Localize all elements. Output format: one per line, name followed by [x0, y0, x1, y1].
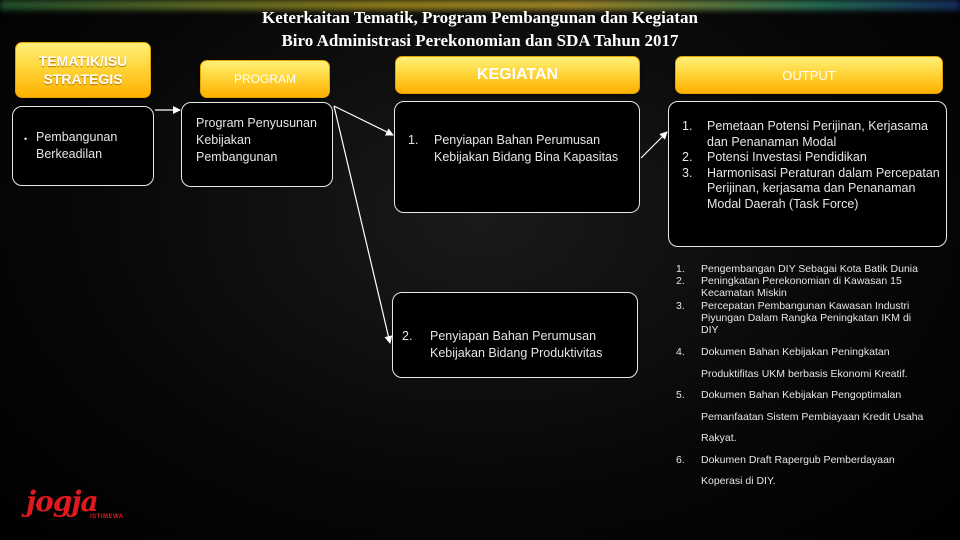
output2-3-text: Percepatan Pembangunan Kawasan Industri Piyungan Dalam Rangka Peningkatan IKM di DIY: [701, 299, 912, 337]
output1-1-text: Pemetaan Potensi Perijinan, Kerjasama dan Penanaman Modal: [707, 119, 928, 149]
header-kegiatan-label: KEGIATAN: [476, 66, 559, 83]
output2-4-number: 4.: [676, 346, 685, 359]
list-item: [680, 119, 940, 150]
jogja-logo: [24, 487, 144, 523]
output1-1-number: 1.: [682, 119, 693, 133]
list-item: [676, 263, 926, 275]
output2-5-text: Dokumen Bahan Kebijakan Pengoptimalan Pemanfaatan Sistem Pembiayaan Kredit Usaha Rakyat.: [701, 389, 924, 445]
arrow-program-to-kegiatan-2: [334, 106, 390, 343]
output1-3-text: Harmonisasi Peraturan dalam Percepatan Perijinan, kerjasama dan Penanaman Modal Daerah (Task Force): [707, 165, 940, 211]
output1-2-text: Potensi Investasi Pendidikan: [707, 150, 867, 164]
output2-3-number: 3.: [676, 299, 685, 312]
logo-wordmark: jogja: [26, 485, 98, 518]
kegiatan-item-2: [402, 328, 636, 362]
list-item: [676, 300, 926, 337]
list-item: [680, 150, 940, 166]
output1-2-number: 2.: [682, 150, 693, 164]
tematik-item-label: Pembangunan Berkeadilan: [36, 130, 118, 161]
output2-6-text: Dokumen Draft Rapergub Pemberdayaan Koperasi di DIY.: [701, 453, 895, 488]
title-line-2: Biro Administrasi Perekonomian dan SDA Tahun 2017: [281, 31, 679, 50]
title-line-1: Keterkaitan Tematik, Program Pembangunan dan Kegiatan: [261, 8, 699, 27]
program-text: Program Penyusunan Kebijakan Pembangunan: [196, 116, 317, 164]
list-item: [676, 450, 926, 493]
output2-6-number: 6.: [676, 453, 685, 466]
header-tematik-label: TEMATIK/ISU STRATEGIS: [38, 53, 128, 87]
arrow-program-to-kegiatan-1: [334, 106, 393, 135]
output2-4-text: Dokumen Bahan Kebijakan Peningkatan Produktifitas UKM berbasis Ekonomi Kreatif.: [701, 346, 908, 380]
kegiatan-2-text: Penyiapan Bahan Perumusan Kebijakan Bidang Produktivitas: [430, 329, 603, 360]
output2-2-text: Peningkatan Perekonomian di Kawasan 15 Kecamatan Miskin: [701, 275, 902, 300]
output2-5-number: 5.: [676, 389, 685, 402]
list-item: [676, 385, 926, 450]
list-item: [680, 166, 940, 213]
header-output-label: OUTPUT: [782, 67, 836, 83]
header-program-label: PROGRAM: [233, 72, 296, 86]
kegiatan-1-number: 1.: [408, 133, 419, 147]
kegiatan-1-text: Penyiapan Bahan Perumusan Kebijakan Bidang Bina Kapasitas: [434, 133, 619, 164]
output-list-2: [676, 263, 926, 493]
list-item: [676, 275, 926, 299]
output2-1-text: Pengembangan DIY Sebagai Kota Batik Dunia: [701, 263, 918, 275]
kegiatan-2-number: 2.: [402, 329, 413, 343]
arrow-kegiatan-1-to-output-1: [641, 132, 667, 158]
output-list-1: [680, 119, 940, 212]
kegiatan-item-1: [408, 132, 634, 166]
logo-tagline: ISTIMEWA: [90, 514, 124, 520]
output2-1-number: 1.: [676, 263, 685, 275]
output2-2-number: 2.: [676, 275, 685, 288]
tematik-item: [24, 129, 150, 163]
output1-3-number: 3.: [682, 165, 693, 180]
list-item: [676, 342, 926, 385]
bullet-icon: •: [24, 134, 28, 144]
